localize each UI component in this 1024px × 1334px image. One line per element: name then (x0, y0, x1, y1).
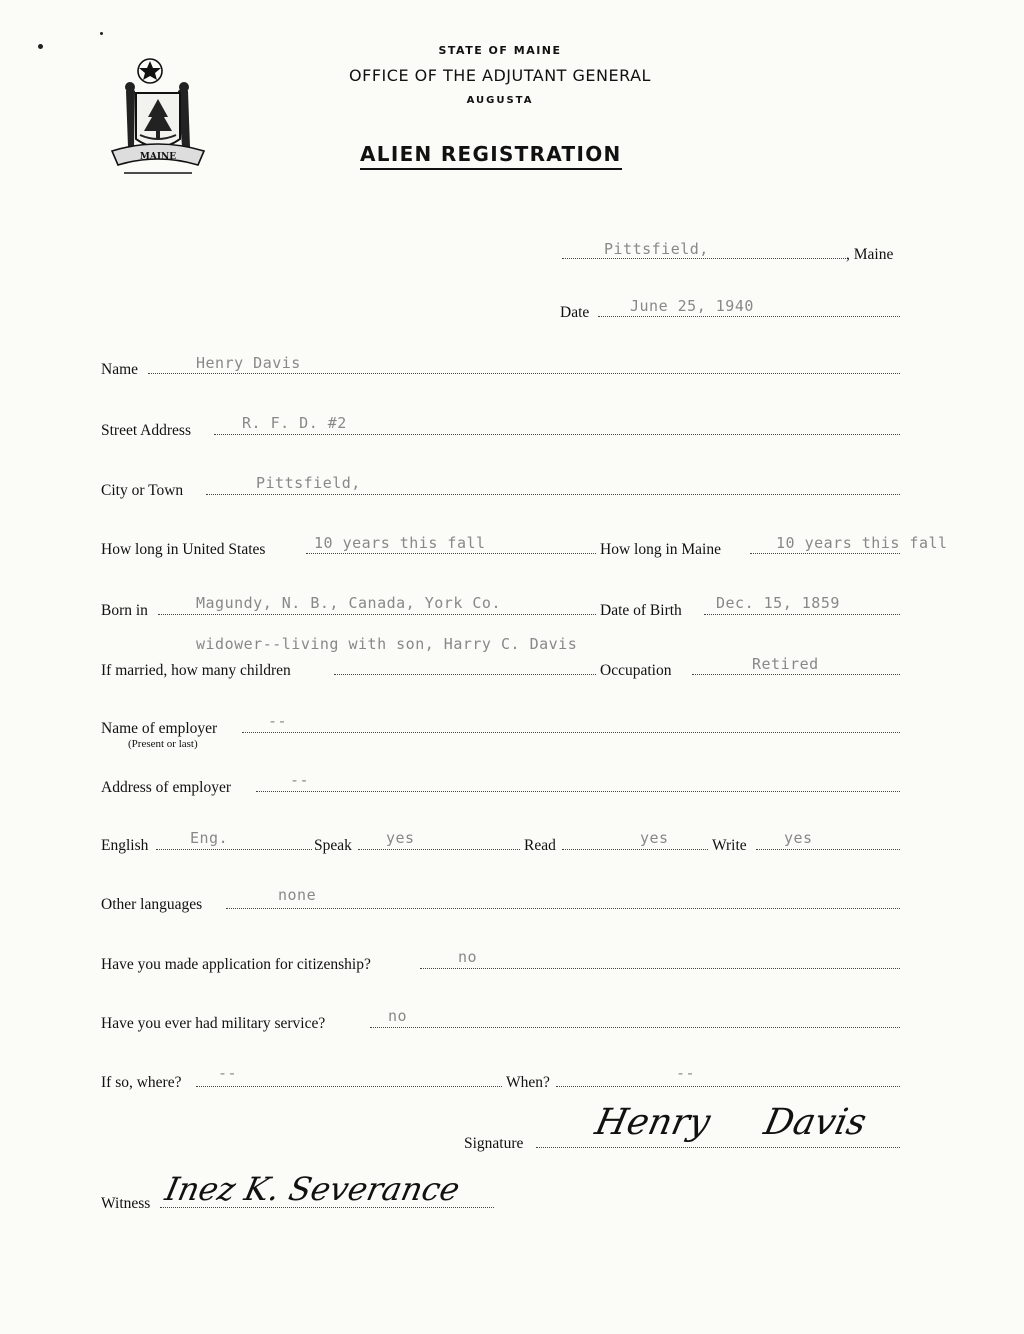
citizenship-label: Have you made application for citizenship? (101, 956, 371, 973)
read-line (562, 849, 708, 850)
other-languages-value: none (278, 886, 317, 904)
when-value: -- (676, 1064, 696, 1082)
place-line (562, 258, 846, 259)
occupation-label: Occupation (600, 662, 672, 679)
us-label: How long in United States (101, 541, 266, 558)
date-line (598, 316, 900, 317)
dob-label: Date of Birth (600, 602, 682, 619)
seal-text: MAINE (139, 152, 177, 162)
employer-line (242, 732, 900, 733)
born-value: Magundy, N. B., Canada, York Co. (196, 594, 501, 612)
read-value: yes (640, 829, 669, 847)
date-label: Date (560, 304, 590, 321)
where-line (196, 1086, 502, 1087)
occupation-line (692, 674, 900, 675)
us-line (306, 553, 596, 554)
speak-value: yes (386, 829, 415, 847)
citizenship-value: no (458, 948, 478, 966)
signature-label: Signature (464, 1135, 524, 1152)
write-line (756, 849, 900, 850)
dob-line (704, 614, 900, 615)
employer-address-line (256, 791, 900, 792)
employer-value: -- (268, 712, 288, 730)
marital-note: widower--living with son, Harry C. Davis (196, 635, 578, 653)
place-value: Pittsfield, (604, 240, 709, 258)
military-line (370, 1027, 900, 1028)
scan-mark (100, 32, 103, 35)
header-city: AUGUSTA (466, 95, 534, 106)
english-label: English (101, 837, 149, 854)
where-value: -- (218, 1064, 238, 1082)
english-line (156, 849, 312, 850)
signature-line (536, 1147, 900, 1148)
write-value: yes (784, 829, 813, 847)
other-languages-line (226, 908, 900, 909)
children-label: If married, how many children (101, 662, 291, 679)
employer-label: Name of employer (101, 720, 218, 737)
where-label: If so, where? (101, 1074, 182, 1091)
form-title: ALIEN REGISTRATION (360, 142, 622, 170)
maine-line (750, 553, 900, 554)
header-state: STATE OF MAINE (438, 44, 562, 57)
employer-sublabel: (Present or last) (128, 738, 198, 750)
military-label: Have you ever had military service? (101, 1015, 326, 1032)
speak-label: Speak (314, 837, 352, 854)
speak-line (358, 849, 520, 850)
maine-state-seal-icon (100, 55, 212, 180)
scan-mark (38, 44, 43, 49)
us-value: 10 years this fall (314, 534, 486, 552)
born-line (158, 614, 596, 615)
city-value: Pittsfield, (256, 474, 361, 492)
maine-label: How long in Maine (600, 541, 721, 558)
employer-address-value: -- (290, 771, 310, 789)
signature-value: Henry Davis (591, 1102, 870, 1143)
maine-value: 10 years this fall (776, 534, 948, 552)
read-label: Read (524, 837, 556, 854)
name-line (148, 373, 900, 374)
write-label: Write (712, 837, 747, 854)
witness-value: Inez K. Severance (161, 1170, 464, 1208)
name-value: Henry Davis (196, 354, 301, 372)
place-suffix: , Maine (846, 246, 894, 263)
english-value: Eng. (190, 829, 229, 847)
street-label: Street Address (101, 422, 191, 439)
header-office: OFFICE OF THE ADJUTANT GENERAL (349, 66, 651, 85)
children-line (334, 674, 596, 675)
military-value: no (388, 1007, 408, 1025)
witness-label: Witness (101, 1195, 151, 1212)
occupation-value: Retired (752, 655, 819, 673)
when-line (556, 1086, 900, 1087)
citizenship-line (420, 968, 900, 969)
street-line (214, 434, 900, 435)
name-label: Name (101, 361, 139, 378)
city-line (206, 494, 900, 495)
dob-value: Dec. 15, 1859 (716, 594, 840, 612)
employer-address-label: Address of employer (101, 779, 231, 796)
street-value: R. F. D. #2 (242, 414, 347, 432)
when-label: When? (506, 1074, 550, 1091)
born-label: Born in (101, 602, 148, 619)
date-value: June 25, 1940 (630, 297, 754, 315)
other-languages-label: Other languages (101, 896, 203, 913)
city-label: City or Town (101, 482, 184, 499)
